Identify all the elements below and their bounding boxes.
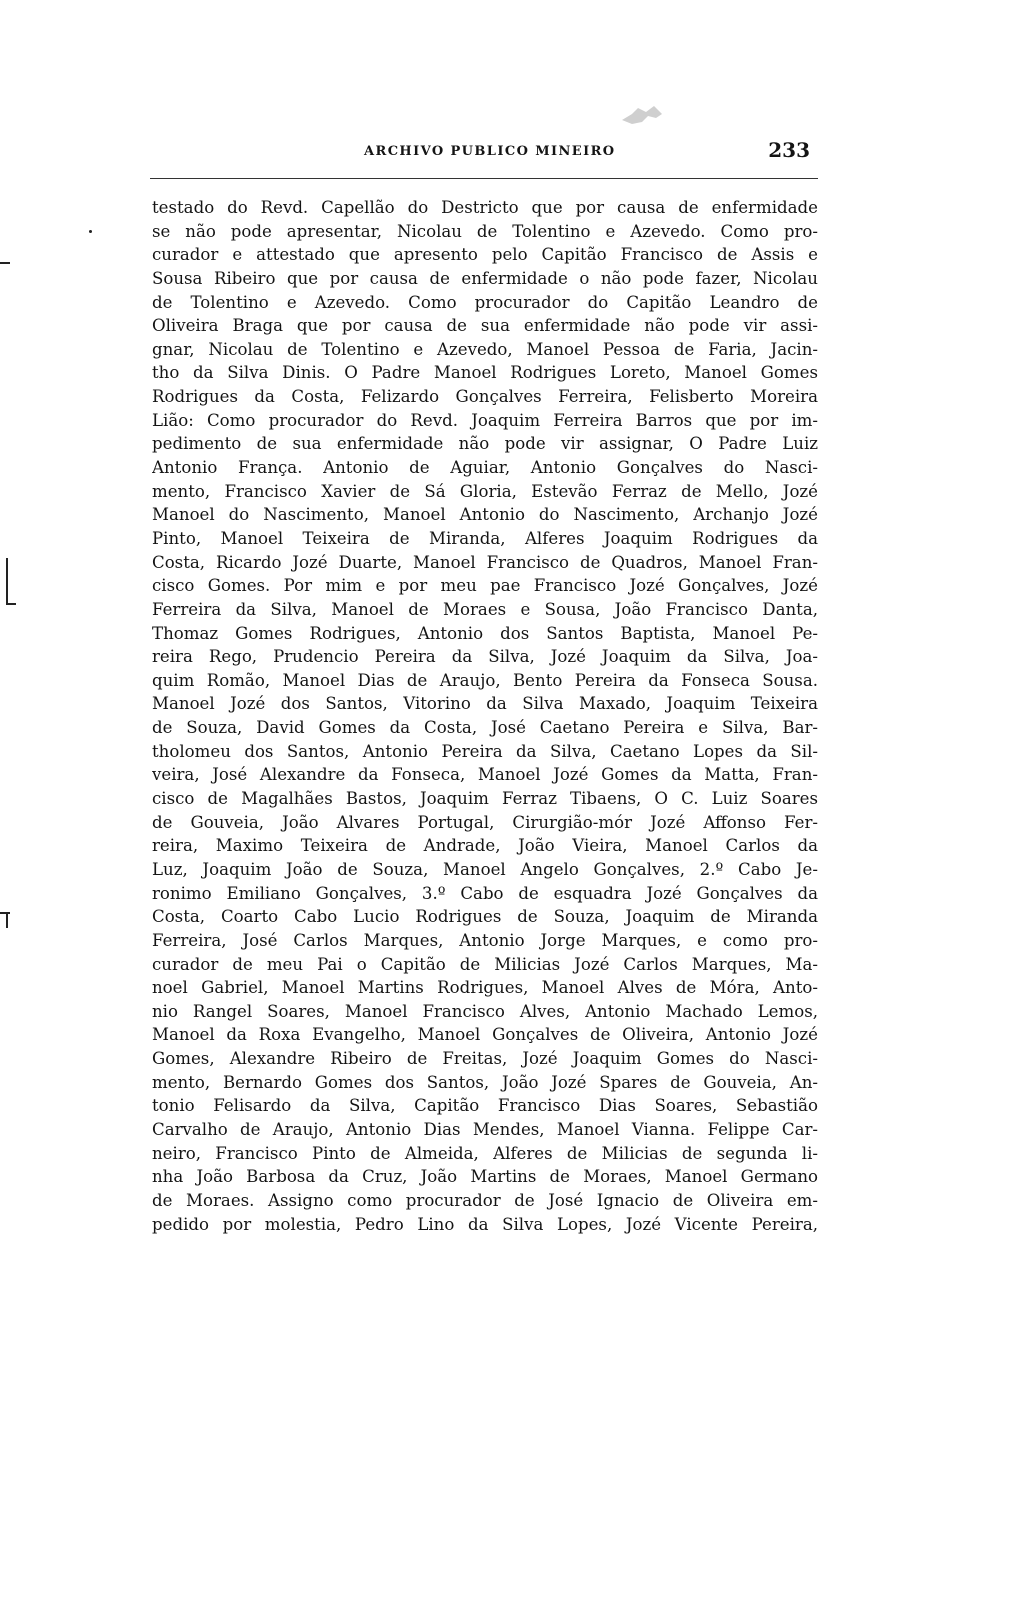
text-line: pedido por molestia, Pedro Lino da Silva Lopes, Jozé Vicente Pereira, xyxy=(152,1214,818,1234)
text-line: pedimento de sua enfermidade não pode vir assignar, O Padre Luiz xyxy=(152,434,818,454)
text-line: mento, Bernardo Gomes dos Santos, João Jozé Spares de Gouveia, An- xyxy=(152,1072,818,1092)
text-line: tho da Silva Dinis. O Padre Manoel Rodrigues Loreto, Manoel Gomes xyxy=(152,363,818,383)
text-line: Manoel do Nascimento, Manoel Antonio do Nascimento, Archanjo Jozé xyxy=(152,505,818,525)
text-line: neiro, Francisco Pinto de Almeida, Alferes de Milicias de segunda li- xyxy=(152,1143,818,1163)
page-header xyxy=(150,138,818,179)
text-line: veira, José Alexandre da Fonseca, Manoel Jozé Gomes da Matta, Fran- xyxy=(152,765,818,785)
margin-tick-2-stem xyxy=(6,912,8,928)
text-line: se não pode apresentar, Nicolau de Tolentino e Azevedo. Como pro- xyxy=(152,221,818,241)
text-line: de Souza, David Gomes da Costa, José Caetano Pereira e Silva, Bar- xyxy=(152,718,818,738)
margin-tick-1 xyxy=(0,262,10,264)
text-line: Ferreira, José Carlos Marques, Antonio Jorge Marques, e como pro- xyxy=(152,930,818,950)
running-title: ARCHIVO PUBLICO MINEIRO xyxy=(364,144,616,159)
text-line: Costa, Ricardo Jozé Duarte, Manoel Francisco de Quadros, Manoel Fran- xyxy=(152,552,818,572)
text-line: de Moraes. Assigno como procurador de José Ignacio de Oliveira em- xyxy=(152,1190,818,1210)
text-line: Rodrigues da Costa, Felizardo Gonçalves Ferreira, Felisberto Moreira xyxy=(152,387,818,407)
text-line: cisco Gomes. Por mim e por meu pae Francisco Jozé Gonçalves, Jozé xyxy=(152,576,818,596)
text-line: Manoel Jozé dos Santos, Vitorino da Silva Maxado, Joaquim Teixeira xyxy=(152,694,818,714)
margin-bracket-vertical xyxy=(6,558,8,604)
text-line: curador de meu Pai o Capitão de Milicias Jozé Carlos Marques, Ma- xyxy=(152,954,818,974)
text-line: de Tolentino e Azevedo. Como procurador do Capitão Leandro de xyxy=(152,292,818,312)
text-line: Pinto, Manoel Teixeira de Miranda, Alferes Joaquim Rodrigues da xyxy=(152,528,818,548)
text-line: Manoel da Roxa Evangelho, Manoel Gonçalves de Oliveira, Antonio Jozé xyxy=(152,1025,818,1045)
text-line: nio Rangel Soares, Manoel Francisco Alves, Antonio Machado Lemos, xyxy=(152,1001,818,1021)
text-line: Costa, Coarto Cabo Lucio Rodrigues de Souza, Joaquim de Miranda xyxy=(152,907,818,927)
page-number: 233 xyxy=(768,138,810,162)
text-line: reira, Maximo Teixeira de Andrade, João Vieira, Manoel Carlos da xyxy=(152,836,818,856)
text-line: curador e attestado que apresento pelo Capitão Francisco de Assis e xyxy=(152,245,818,265)
text-line: Lião: Como procurador do Revd. Joaquim Ferreira Barros que por im- xyxy=(152,410,818,430)
text-line: de Gouveia, João Alvares Portugal, Cirurgião-mór Jozé Affonso Fer- xyxy=(152,812,818,832)
text-line: Luz, Joaquim João de Souza, Manoel Angelo Gonçalves, 2.º Cabo Je- xyxy=(152,859,818,879)
text-line: gnar, Nicolau de Tolentino e Azevedo, Manoel Pessoa de Faria, Jacin- xyxy=(152,339,818,359)
text-line: ronimo Emiliano Gonçalves, 3.º Cabo de esquadra Jozé Gonçalves da xyxy=(152,883,818,903)
text-line: Ferreira da Silva, Manoel de Moraes e Sousa, João Francisco Danta, xyxy=(152,599,818,619)
text-line: testado do Revd. Capellão do Destricto que por causa de enfermidade xyxy=(152,198,818,217)
text-line: Carvalho de Araujo, Antonio Dias Mendes, Manoel Vianna. Felippe Car- xyxy=(152,1119,818,1139)
text-line: Oliveira Braga que por causa de sua enfermidade não pode vir assi- xyxy=(152,316,818,336)
text-line: nha João Barbosa da Cruz, João Martins de Moraes, Manoel Germano xyxy=(152,1167,818,1187)
text-line: mento, Francisco Xavier de Sá Gloria, Estevão Ferraz de Mello, Jozé xyxy=(152,481,818,501)
text-line: Gomes, Alexandre Ribeiro de Freitas, Jozé Joaquim Gomes do Nasci- xyxy=(152,1049,818,1069)
margin-dot xyxy=(89,230,92,233)
ink-blot xyxy=(618,100,668,128)
text-line: tonio Felisardo da Silva, Capitão Francisco Dias Soares, Sebastião xyxy=(152,1096,818,1116)
body-text xyxy=(152,196,818,1236)
text-line: Sousa Ribeiro que por causa de enfermidade o não pode fazer, Nicolau xyxy=(152,268,818,288)
text-line: reira Rego, Prudencio Pereira da Silva, Jozé Joaquim da Silva, Joa- xyxy=(152,647,818,667)
text-line: Antonio França. Antonio de Aguiar, Antonio Gonçalves do Nasci- xyxy=(152,458,818,478)
text-line: quim Romão, Manoel Dias de Araujo, Bento Pereira da Fonseca Sousa. xyxy=(152,670,818,690)
text-line: noel Gabriel, Manoel Martins Rodrigues, Manoel Alves de Móra, Anto- xyxy=(152,978,818,998)
text-line: cisco de Magalhães Bastos, Joaquim Ferraz Tibaens, O C. Luiz Soares xyxy=(152,789,818,809)
text-line: tholomeu dos Santos, Antonio Pereira da Silva, Caetano Lopes da Sil- xyxy=(152,741,818,761)
text-line: Thomaz Gomes Rodrigues, Antonio dos Santos Baptista, Manoel Pe- xyxy=(152,623,818,643)
margin-tick-2 xyxy=(0,912,10,914)
margin-bracket-horizontal xyxy=(6,603,16,605)
